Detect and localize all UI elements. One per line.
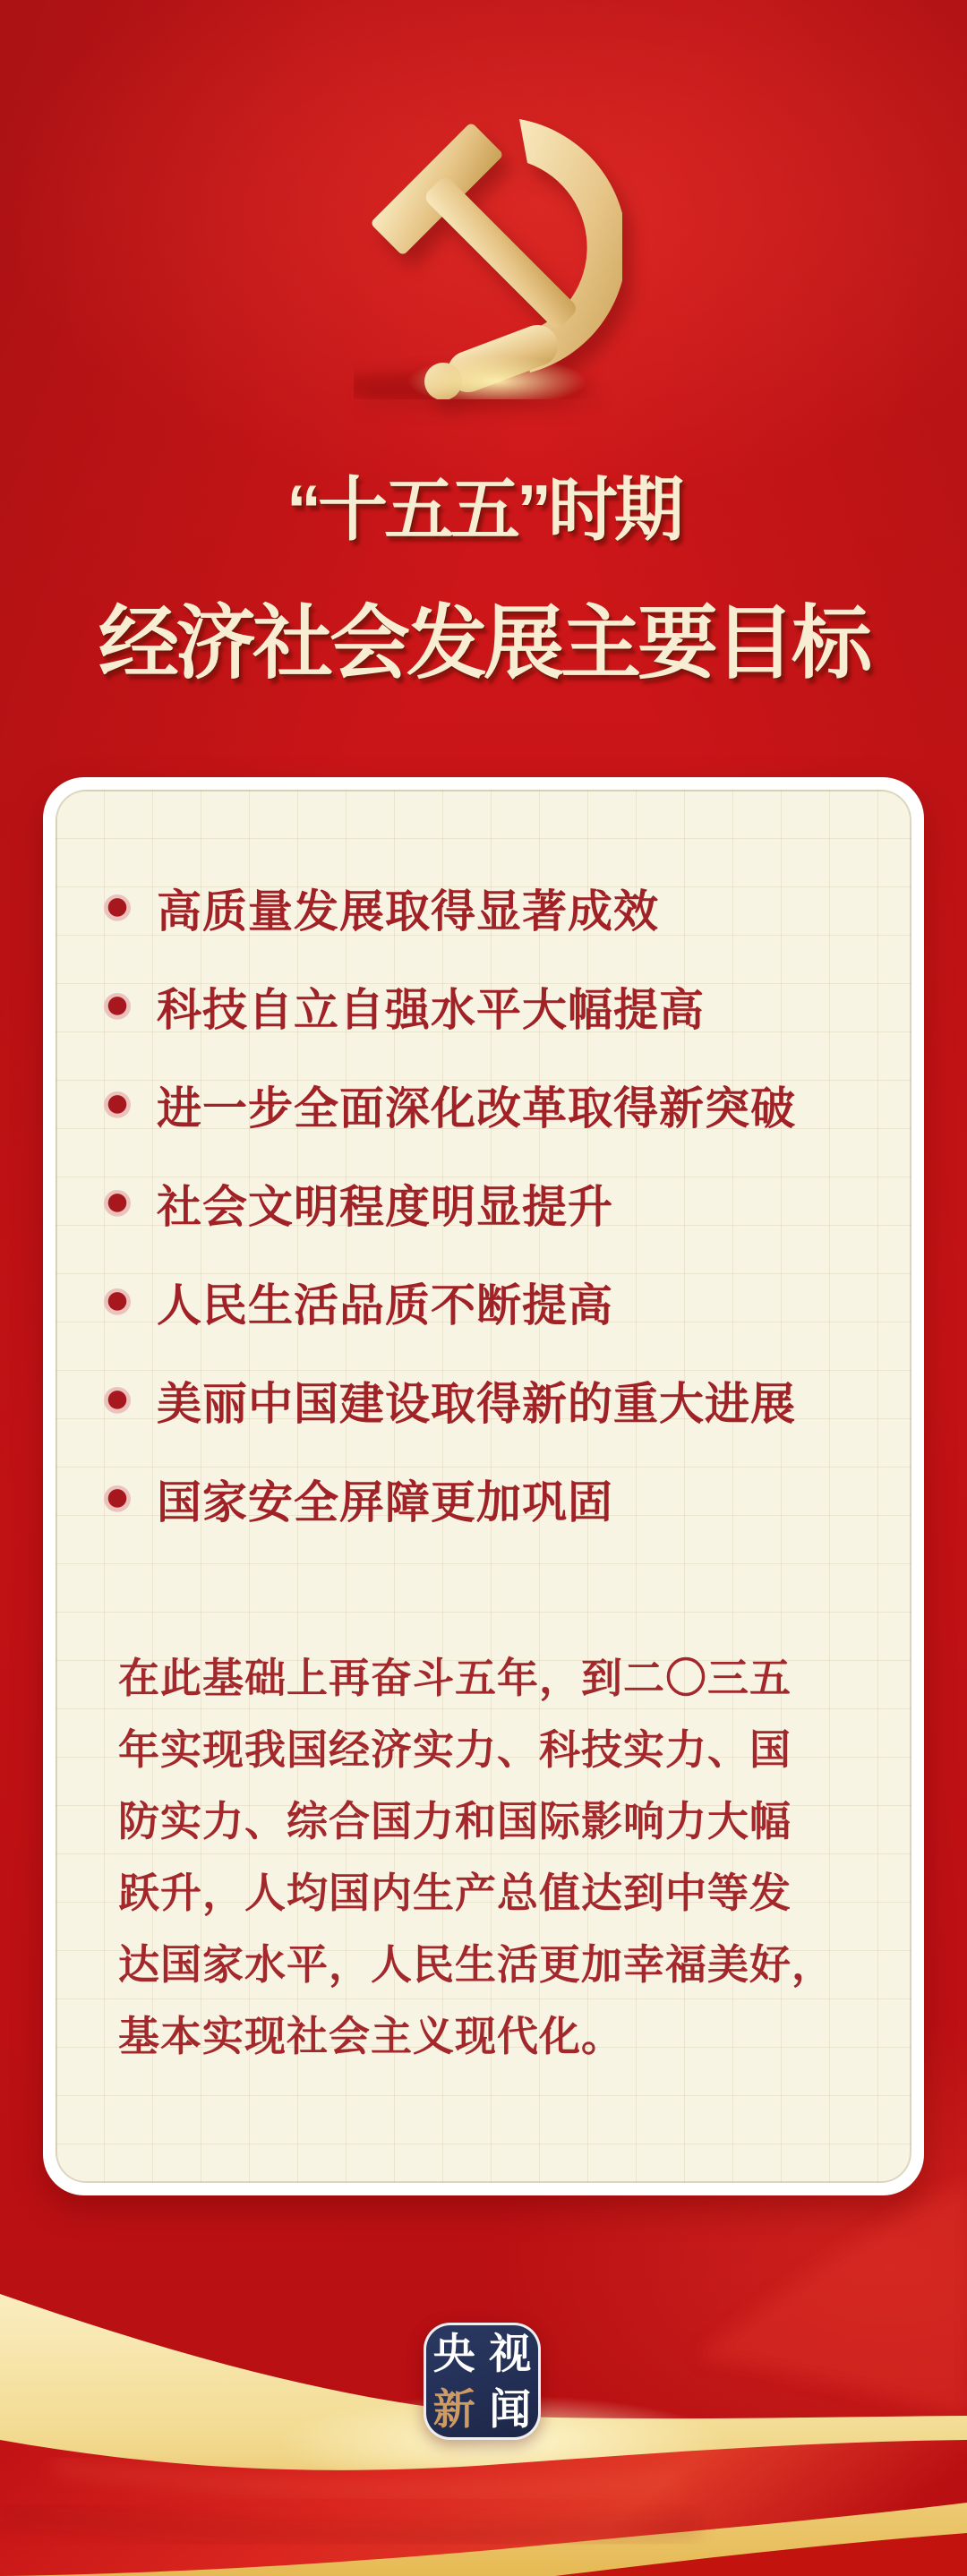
goal-item <box>56 1351 911 1450</box>
party-emblem-icon <box>354 95 622 399</box>
cctv-news-logo <box>424 2323 541 2440</box>
title-line-2: 经济社会发展主要目标 <box>98 599 869 689</box>
goal-item <box>56 1253 911 1351</box>
bullet-dot-icon <box>104 894 131 921</box>
logo-char: 闻 <box>489 2385 532 2434</box>
paragraph-line: 防实力、综合国力和国际影响力大幅 <box>118 1798 792 1844</box>
bullet-dot-icon <box>104 993 131 1020</box>
goal-text: 国家安全屏障更加巩固 <box>157 1477 613 1528</box>
logo-char: 视 <box>489 2329 532 2377</box>
title-line-1: “十五五”时期 <box>286 470 680 549</box>
goal-text: 进一步全面深化改革取得新突破 <box>157 1083 796 1134</box>
goals-card <box>43 777 924 2195</box>
goal-text: 美丽中国建设取得新的重大进展 <box>157 1379 796 1429</box>
paragraph-line: 年实现我国经济实力、科技实力、国 <box>118 1726 792 1773</box>
bullet-dot-icon <box>104 1190 131 1217</box>
logo-char: 央 <box>432 2329 475 2377</box>
bullet-dot-icon <box>104 1288 131 1315</box>
paragraph-line: 达国家水平，人民生活更加幸福美好， <box>118 1941 834 1988</box>
summary-paragraph <box>118 1642 876 2072</box>
goals-card-inner <box>56 790 911 2183</box>
paragraph-line: 基本实现社会主义现代化。 <box>118 2013 623 2059</box>
goal-item <box>56 1154 911 1253</box>
bullet-dot-icon <box>104 1387 131 1414</box>
goal-text: 高质量发展取得显著成效 <box>157 886 659 937</box>
bullet-dot-icon <box>104 1091 131 1118</box>
goals-list <box>56 859 911 1548</box>
logo-char: 新 <box>432 2385 475 2434</box>
goal-item <box>56 1056 911 1154</box>
goal-text: 科技自立自强水平大幅提高 <box>157 985 705 1035</box>
goal-text: 社会文明程度明显提升 <box>157 1182 613 1232</box>
bullet-dot-icon <box>104 1485 131 1512</box>
goal-text: 人民生活品质不断提高 <box>157 1280 613 1331</box>
goal-item <box>56 957 911 1056</box>
goal-item <box>56 1450 911 1548</box>
paragraph-line: 在此基础上再奋斗五年，到二〇三五 <box>118 1655 792 1701</box>
goal-item <box>56 859 911 957</box>
paragraph-line: 跃升，人均国内生产总值达到中等发 <box>118 1870 792 1916</box>
